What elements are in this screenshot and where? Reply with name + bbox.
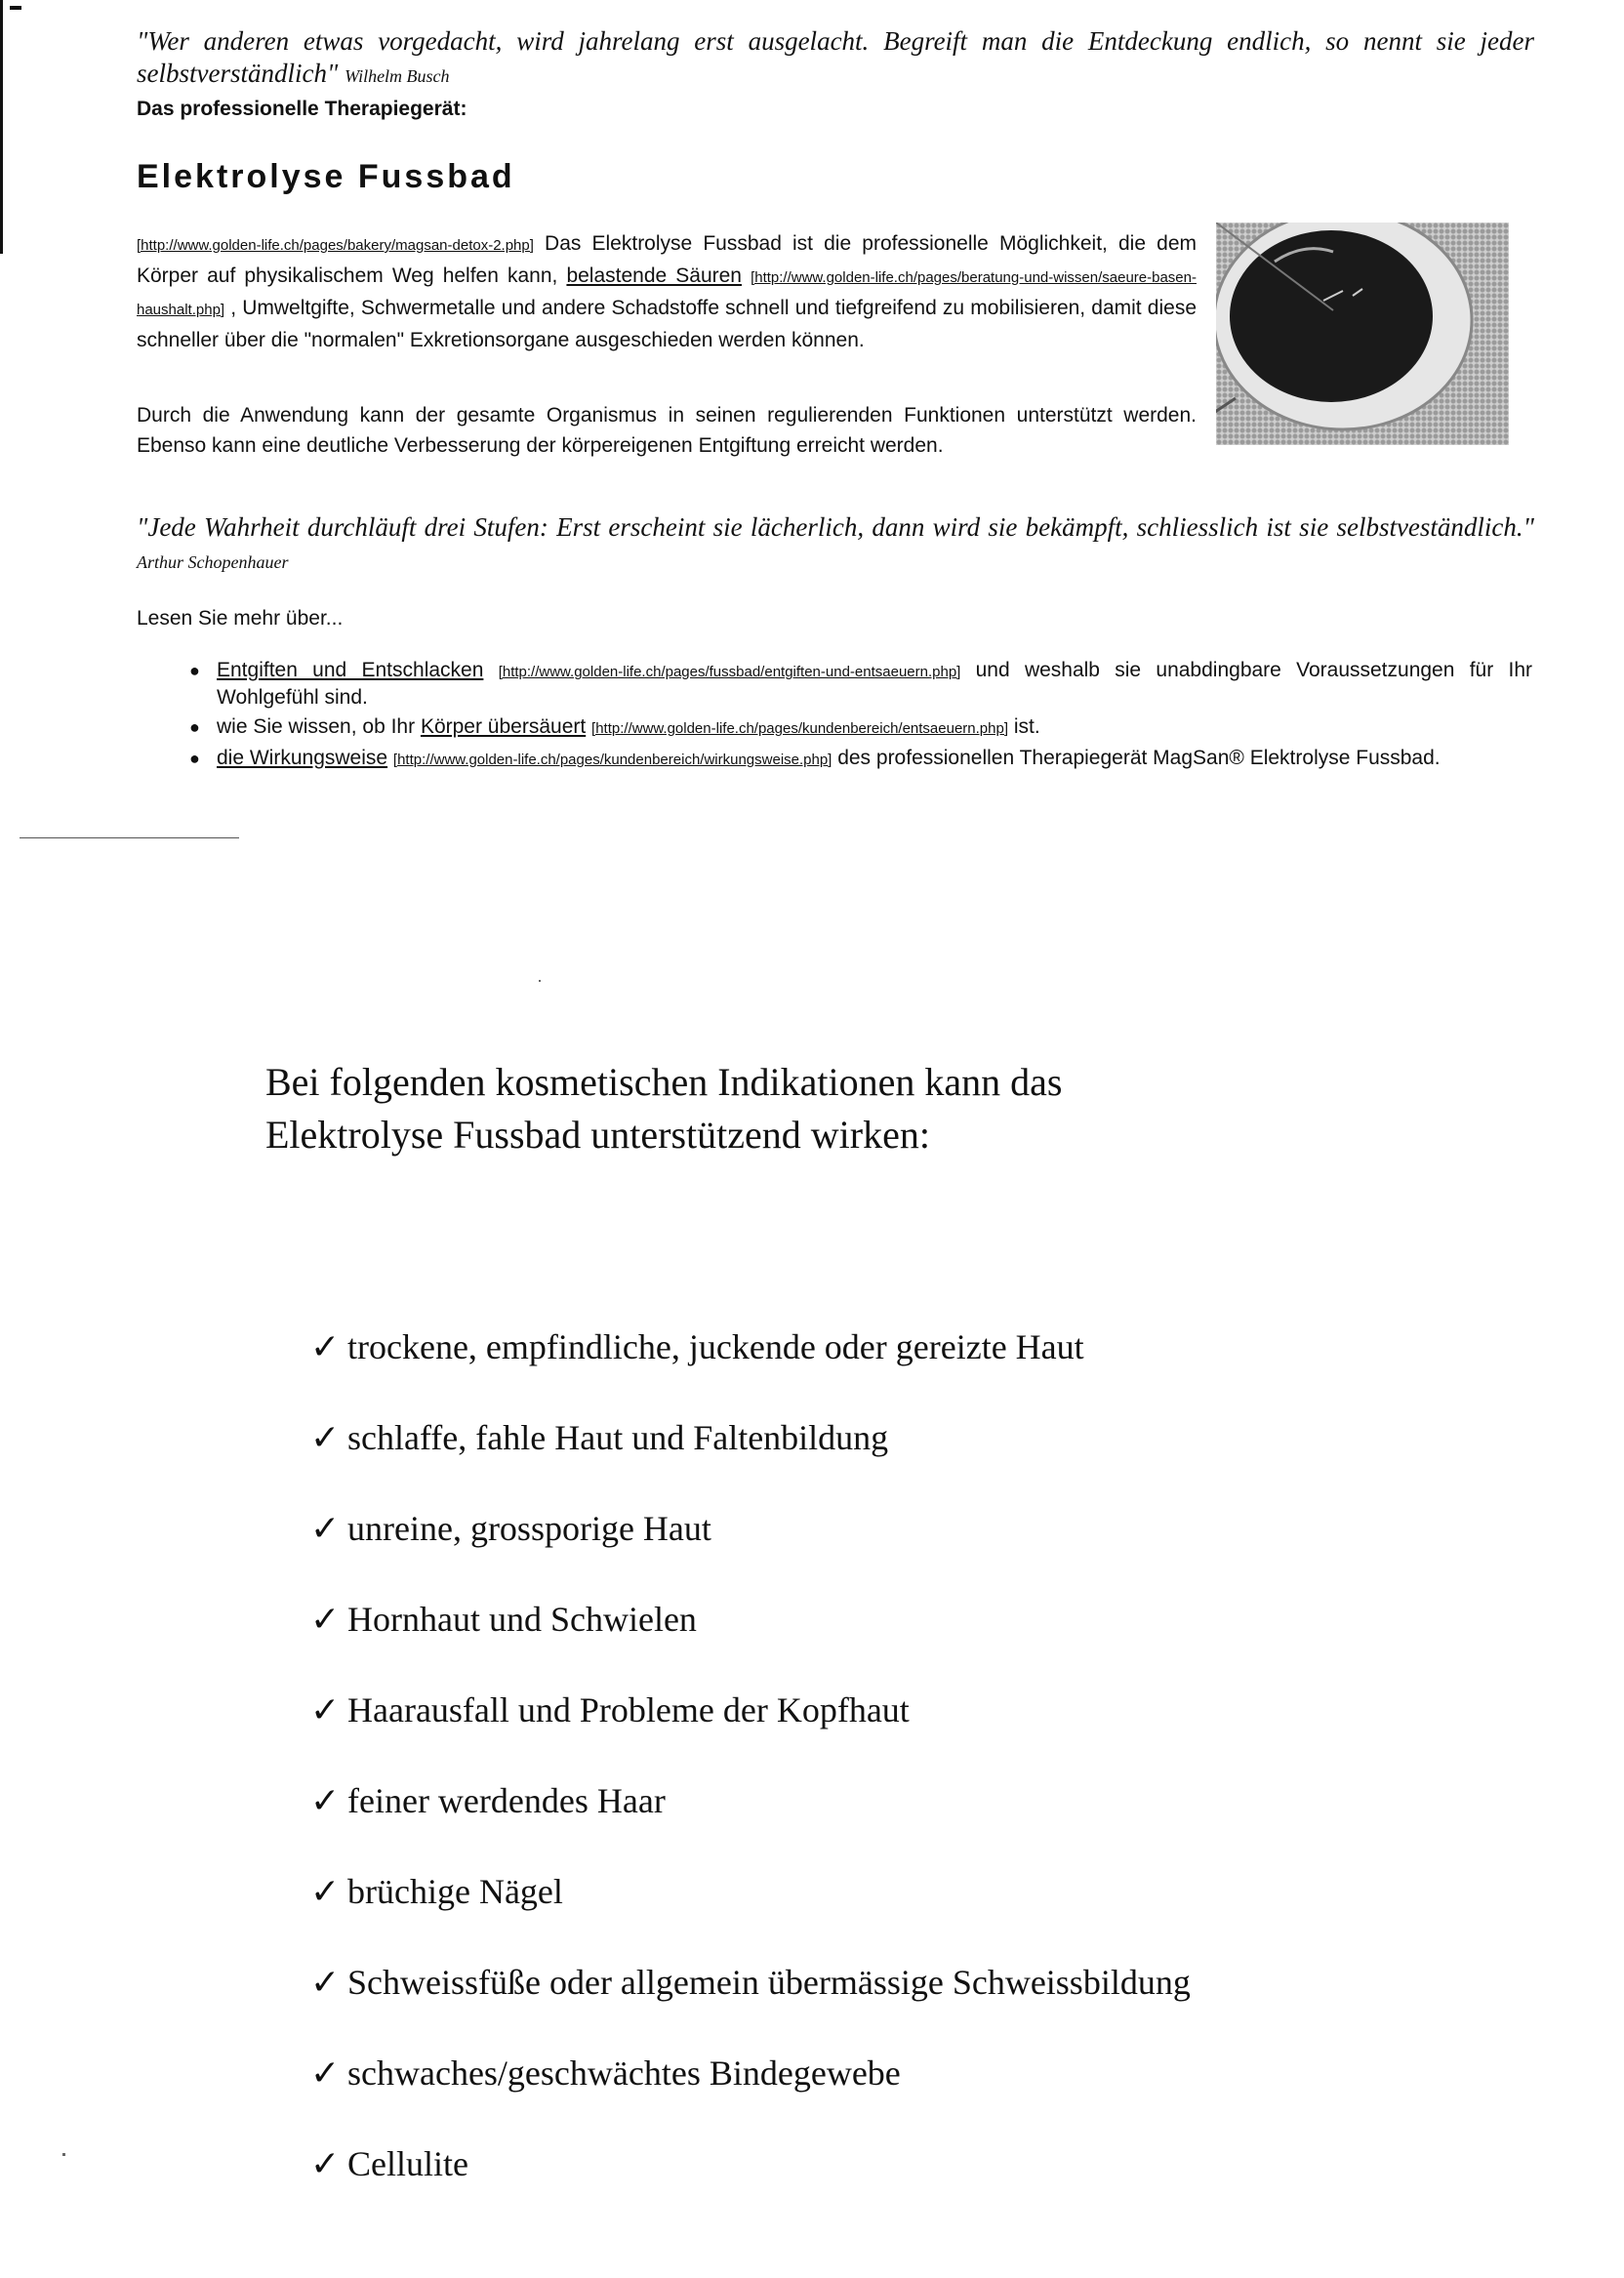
scan-margin-dash: [10, 6, 21, 10]
checkmark-icon: ✓: [310, 1600, 341, 1639]
section-divider: [20, 837, 239, 838]
url-wirkungsweise[interactable]: [http://www.golden-life.ch/pages/kundenbereich/wirkungsweise.php]: [392, 752, 832, 768]
checkmark-icon: ✓: [310, 1690, 341, 1729]
checkmark-icon: ✓: [310, 1781, 341, 1820]
footbath-photo: [1216, 223, 1509, 445]
intro-text-2: , Umweltgifte, Schwermetalle und andere Schadstoffe schnell und tiefgreifend zu mobilisieren, damit diese schneller über die "normalen" Exkretionsorgane ausgeschieden werden können.: [137, 297, 1197, 351]
list-item: ● Entgiften und Entschlacken [http://www.golden-life.ch/pages/fussbad/entgiften-und-entsaeuern.php] und weshalb sie unabdingbare Voraussetzungen für Ihr Wohlgefühl sind.: [189, 659, 1532, 709]
bullet-icon: ●: [189, 749, 200, 768]
checkmark-icon: ✓: [310, 2144, 341, 2183]
checkmark-icon: ✓: [310, 1872, 341, 1911]
subheading: Das professionelle Therapiegerät:: [137, 98, 467, 120]
quote-text-2: "Jede Wahrheit durchläuft drei Stufen: Erst erscheint sie lächerlich, dann wird sie bekämpft, schliesslich ist sie selbstveständlich.": [137, 512, 1534, 542]
intro-url-1[interactable]: [http://www.golden-life.ch/pages/bakery/magsan-detox-2.php]: [137, 237, 534, 254]
indication-item: ✓ Hornhaut und Schwielen: [310, 1600, 697, 1639]
list-item: ● die Wirkungsweise [http://www.golden-life.ch/pages/kundenbereich/wirkungsweise.php] des professionellen Therapiegerät MagSan® Elektrolyse Fussbad.: [189, 747, 1441, 769]
scan-dot: [539, 980, 541, 982]
bullet-icon: ●: [189, 661, 200, 680]
list-item: ● wie Sie wissen, ob Ihr Körper übersäuert [http://www.golden-life.ch/pages/kundenbereich/entsaeuern.php] ist.: [189, 715, 1040, 738]
indication-item: ✓ Cellulite: [310, 2144, 468, 2183]
indication-item: ✓ brüchige Nägel: [310, 1872, 563, 1911]
link-koerper-uebersaeuert[interactable]: Körper übersäuert: [420, 715, 587, 738]
bullet-icon: ●: [189, 717, 200, 737]
quote-author-2: Arthur Schopenhauer: [137, 552, 289, 572]
quote-schopenhauer: [137, 511, 1534, 579]
checkmark-icon: ✓: [310, 2054, 341, 2093]
intro-url-2[interactable]: [http://www.golden-life.ch/pages/beratung-und-wissen/saeure-basen-haushalt.php]: [137, 269, 1197, 318]
checkmark-icon: ✓: [310, 1327, 341, 1366]
indication-item: ✓ Haarausfall und Probleme der Kopfhaut: [310, 1690, 910, 1729]
indication-item: ✓ schwaches/geschwächtes Bindegewebe: [310, 2054, 901, 2093]
url-entgiften[interactable]: [http://www.golden-life.ch/pages/fussbad/entgiften-und-entsaeuern.php]: [498, 664, 961, 680]
quote-text: "Wer anderen etwas vorgedacht, wird jahrelang erst ausgelacht. Begreift man die Entdeckung endlich, so nennt sie jeder selbstverständlich": [137, 26, 1534, 88]
checkmark-icon: ✓: [310, 1963, 341, 2002]
checkmark-icon: ✓: [310, 1418, 341, 1457]
intro-paragraph: [137, 228, 1197, 355]
page-title: Elektrolyse Fussbad: [137, 158, 515, 195]
link-entgiften[interactable]: Entgiften und Entschlacken: [217, 659, 484, 681]
url-koerper-uebersaeuert[interactable]: [http://www.golden-life.ch/pages/kundenbereich/entsaeuern.php]: [591, 720, 1008, 737]
indications-heading: Bei folgenden kosmetischen Indikationen kann das Elektrolyse Fussbad unterstützend wirken:: [265, 1060, 1063, 1157]
footbath-image: [1216, 223, 1509, 445]
indication-item: ✓ trockene, empfindliche, juckende oder gereizte Haut: [310, 1327, 1084, 1366]
link-wirkungsweise[interactable]: die Wirkungsweise: [217, 747, 388, 769]
indication-item: ✓ schlaffe, fahle Haut und Faltenbildung: [310, 1418, 889, 1457]
indication-item: ✓ unreine, grossporige Haut: [310, 1509, 711, 1548]
scan-margin-mark: [0, 0, 3, 254]
link-belastende-saeuren[interactable]: belastende Säuren: [566, 264, 742, 287]
checkmark-icon: ✓: [310, 1509, 341, 1548]
quote-author: Wilhelm Busch: [345, 66, 450, 86]
indication-item: ✓ Schweissfüße oder allgemein übermässige Schweissbildung: [310, 1963, 1191, 2002]
indication-item: ✓ feiner werdendes Haar: [310, 1781, 666, 1820]
read-more-list: [189, 658, 1532, 777]
intro-text-1: Das Elektrolyse Fussbad ist die professionelle Möglichkeit, die dem Körper auf physikalischem Weg helfen kann,: [137, 232, 1197, 287]
scan-dot: [62, 2153, 65, 2156]
paragraph-organismus: Durch die Anwendung kann der gesamte Organismus in seinen regulierenden Funktionen unterstützt werden. Ebenso kann eine deutliche Verbesserung der körpereigenen Entgiftung erreicht werden.: [137, 404, 1197, 457]
quote-wilhelm-busch: [137, 25, 1534, 93]
read-more-label: Lesen Sie mehr über...: [137, 607, 344, 630]
